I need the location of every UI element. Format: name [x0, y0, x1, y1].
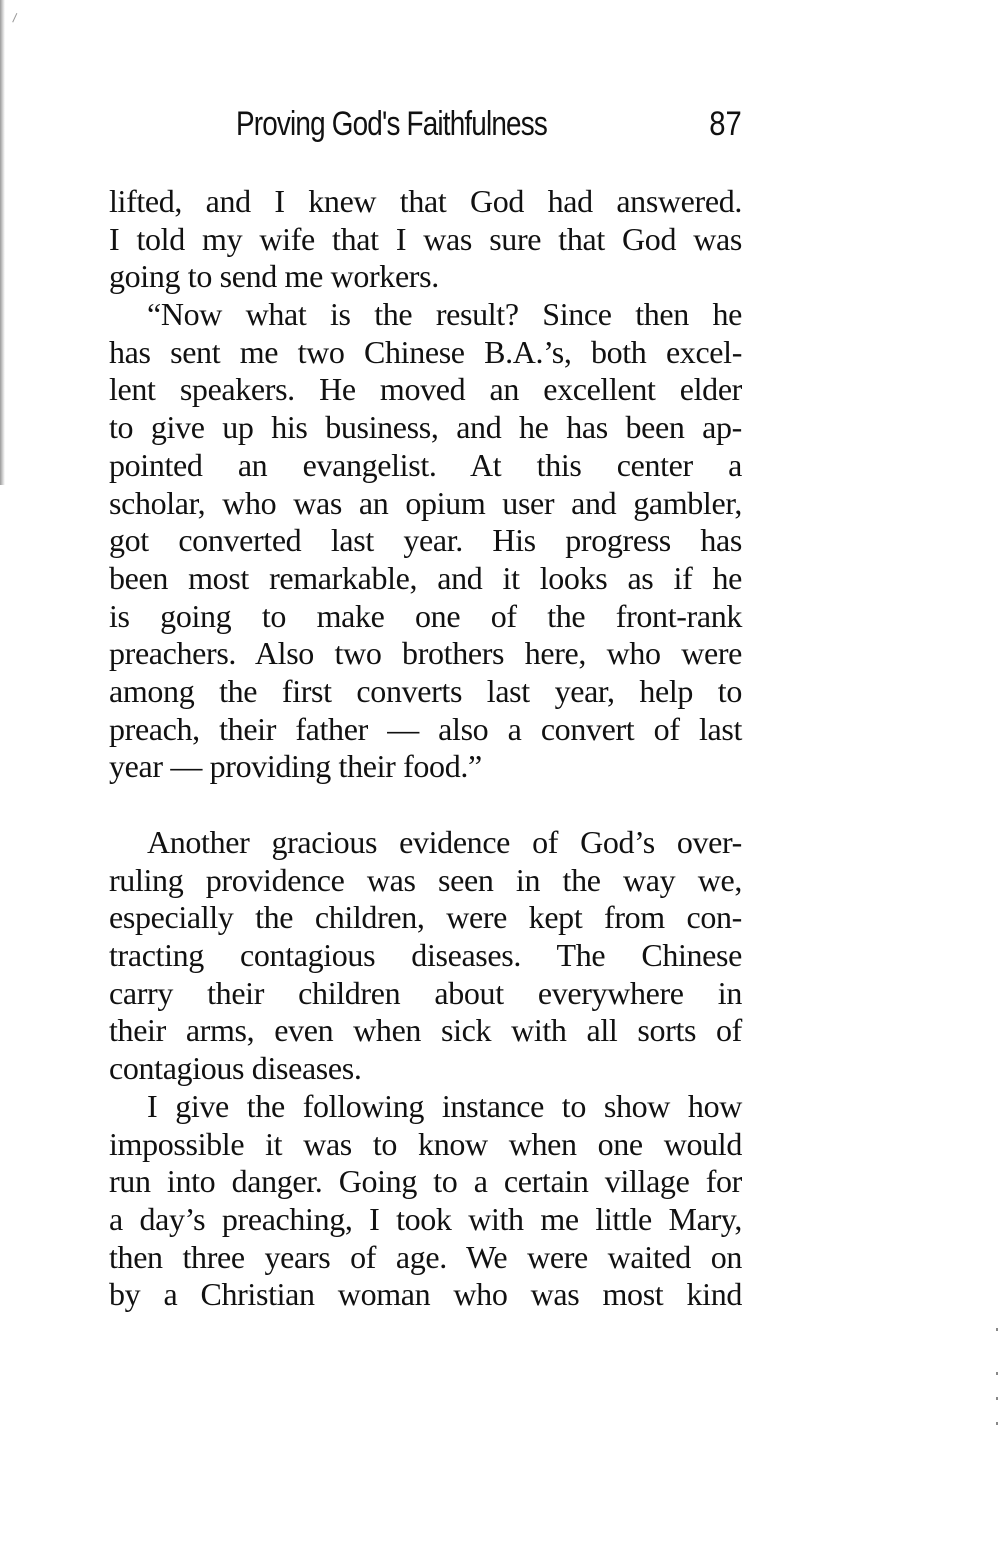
edge-mark: [12, 13, 23, 25]
text-line: has sent me two Chinese B.A.’s, both excel-: [109, 333, 742, 370]
paragraph-3: [109, 824, 742, 1088]
text-line: ruling providence was seen in the way we,: [109, 861, 742, 898]
text-line: run into danger. Going to a certain village for: [109, 1163, 742, 1200]
paragraph-2: [109, 296, 742, 786]
scan-speck: [996, 1372, 998, 1375]
text-line: got converted last year. His progress has: [109, 522, 742, 559]
text-line: year — providing their food.”: [109, 748, 482, 785]
scan-speck: [996, 1328, 998, 1331]
body-text: [109, 183, 742, 1314]
text-line: by a Christian woman who was most kind: [109, 1276, 742, 1313]
text-line: among the first converts last year, help to: [109, 672, 742, 709]
running-title: Proving God's Faithfulness: [236, 105, 547, 143]
page-number: 87: [709, 105, 742, 143]
text-line: contagious diseases.: [109, 1050, 362, 1087]
running-head: [236, 105, 742, 155]
text-line: pointed an evangelist. At this center a: [109, 446, 742, 483]
section-break: [109, 786, 742, 824]
text-line: “Now what is the result? Since then he: [147, 296, 742, 333]
text-line: preachers. Also two brothers here, who were: [109, 635, 742, 672]
text-line: a day’s preaching, I took with me little Mary,: [109, 1200, 742, 1237]
text-line: their arms, even when sick with all sorts of: [109, 1012, 742, 1049]
text-line: I give the following instance to show how: [147, 1087, 742, 1124]
text-line: is going to make one of the front-rank: [109, 597, 742, 634]
text-line: preach, their father — also a convert of last: [109, 710, 742, 747]
binding-edge: [0, 0, 5, 485]
paragraph-1: [109, 183, 742, 296]
text-line: lent speakers. He moved an excellent elder: [109, 371, 742, 408]
scan-speck: [996, 1397, 998, 1400]
text-line: Another gracious evidence of God’s over-: [147, 824, 742, 860]
text-line: been most remarkable, and it looks as if he: [109, 559, 742, 596]
text-line: tracting contagious diseases. The Chinese: [109, 937, 742, 974]
text-line: I told my wife that I was sure that God was: [109, 220, 742, 257]
scan-speck: [996, 1422, 998, 1425]
text-line: lifted, and I knew that God had answered.: [109, 183, 742, 219]
text-line: then three years of age. We were waited on: [109, 1238, 742, 1275]
text-line: scholar, who was an opium user and gambler,: [109, 484, 742, 521]
text-line: going to send me workers.: [109, 258, 439, 295]
text-line: carry their children about everywhere in: [109, 974, 742, 1011]
text-line: to give up his business, and he has been ap-: [109, 409, 742, 446]
text-line: impossible it was to know when one would: [109, 1125, 742, 1162]
paragraph-4: [109, 1088, 742, 1314]
text-line: especially the children, were kept from con-: [109, 899, 742, 936]
